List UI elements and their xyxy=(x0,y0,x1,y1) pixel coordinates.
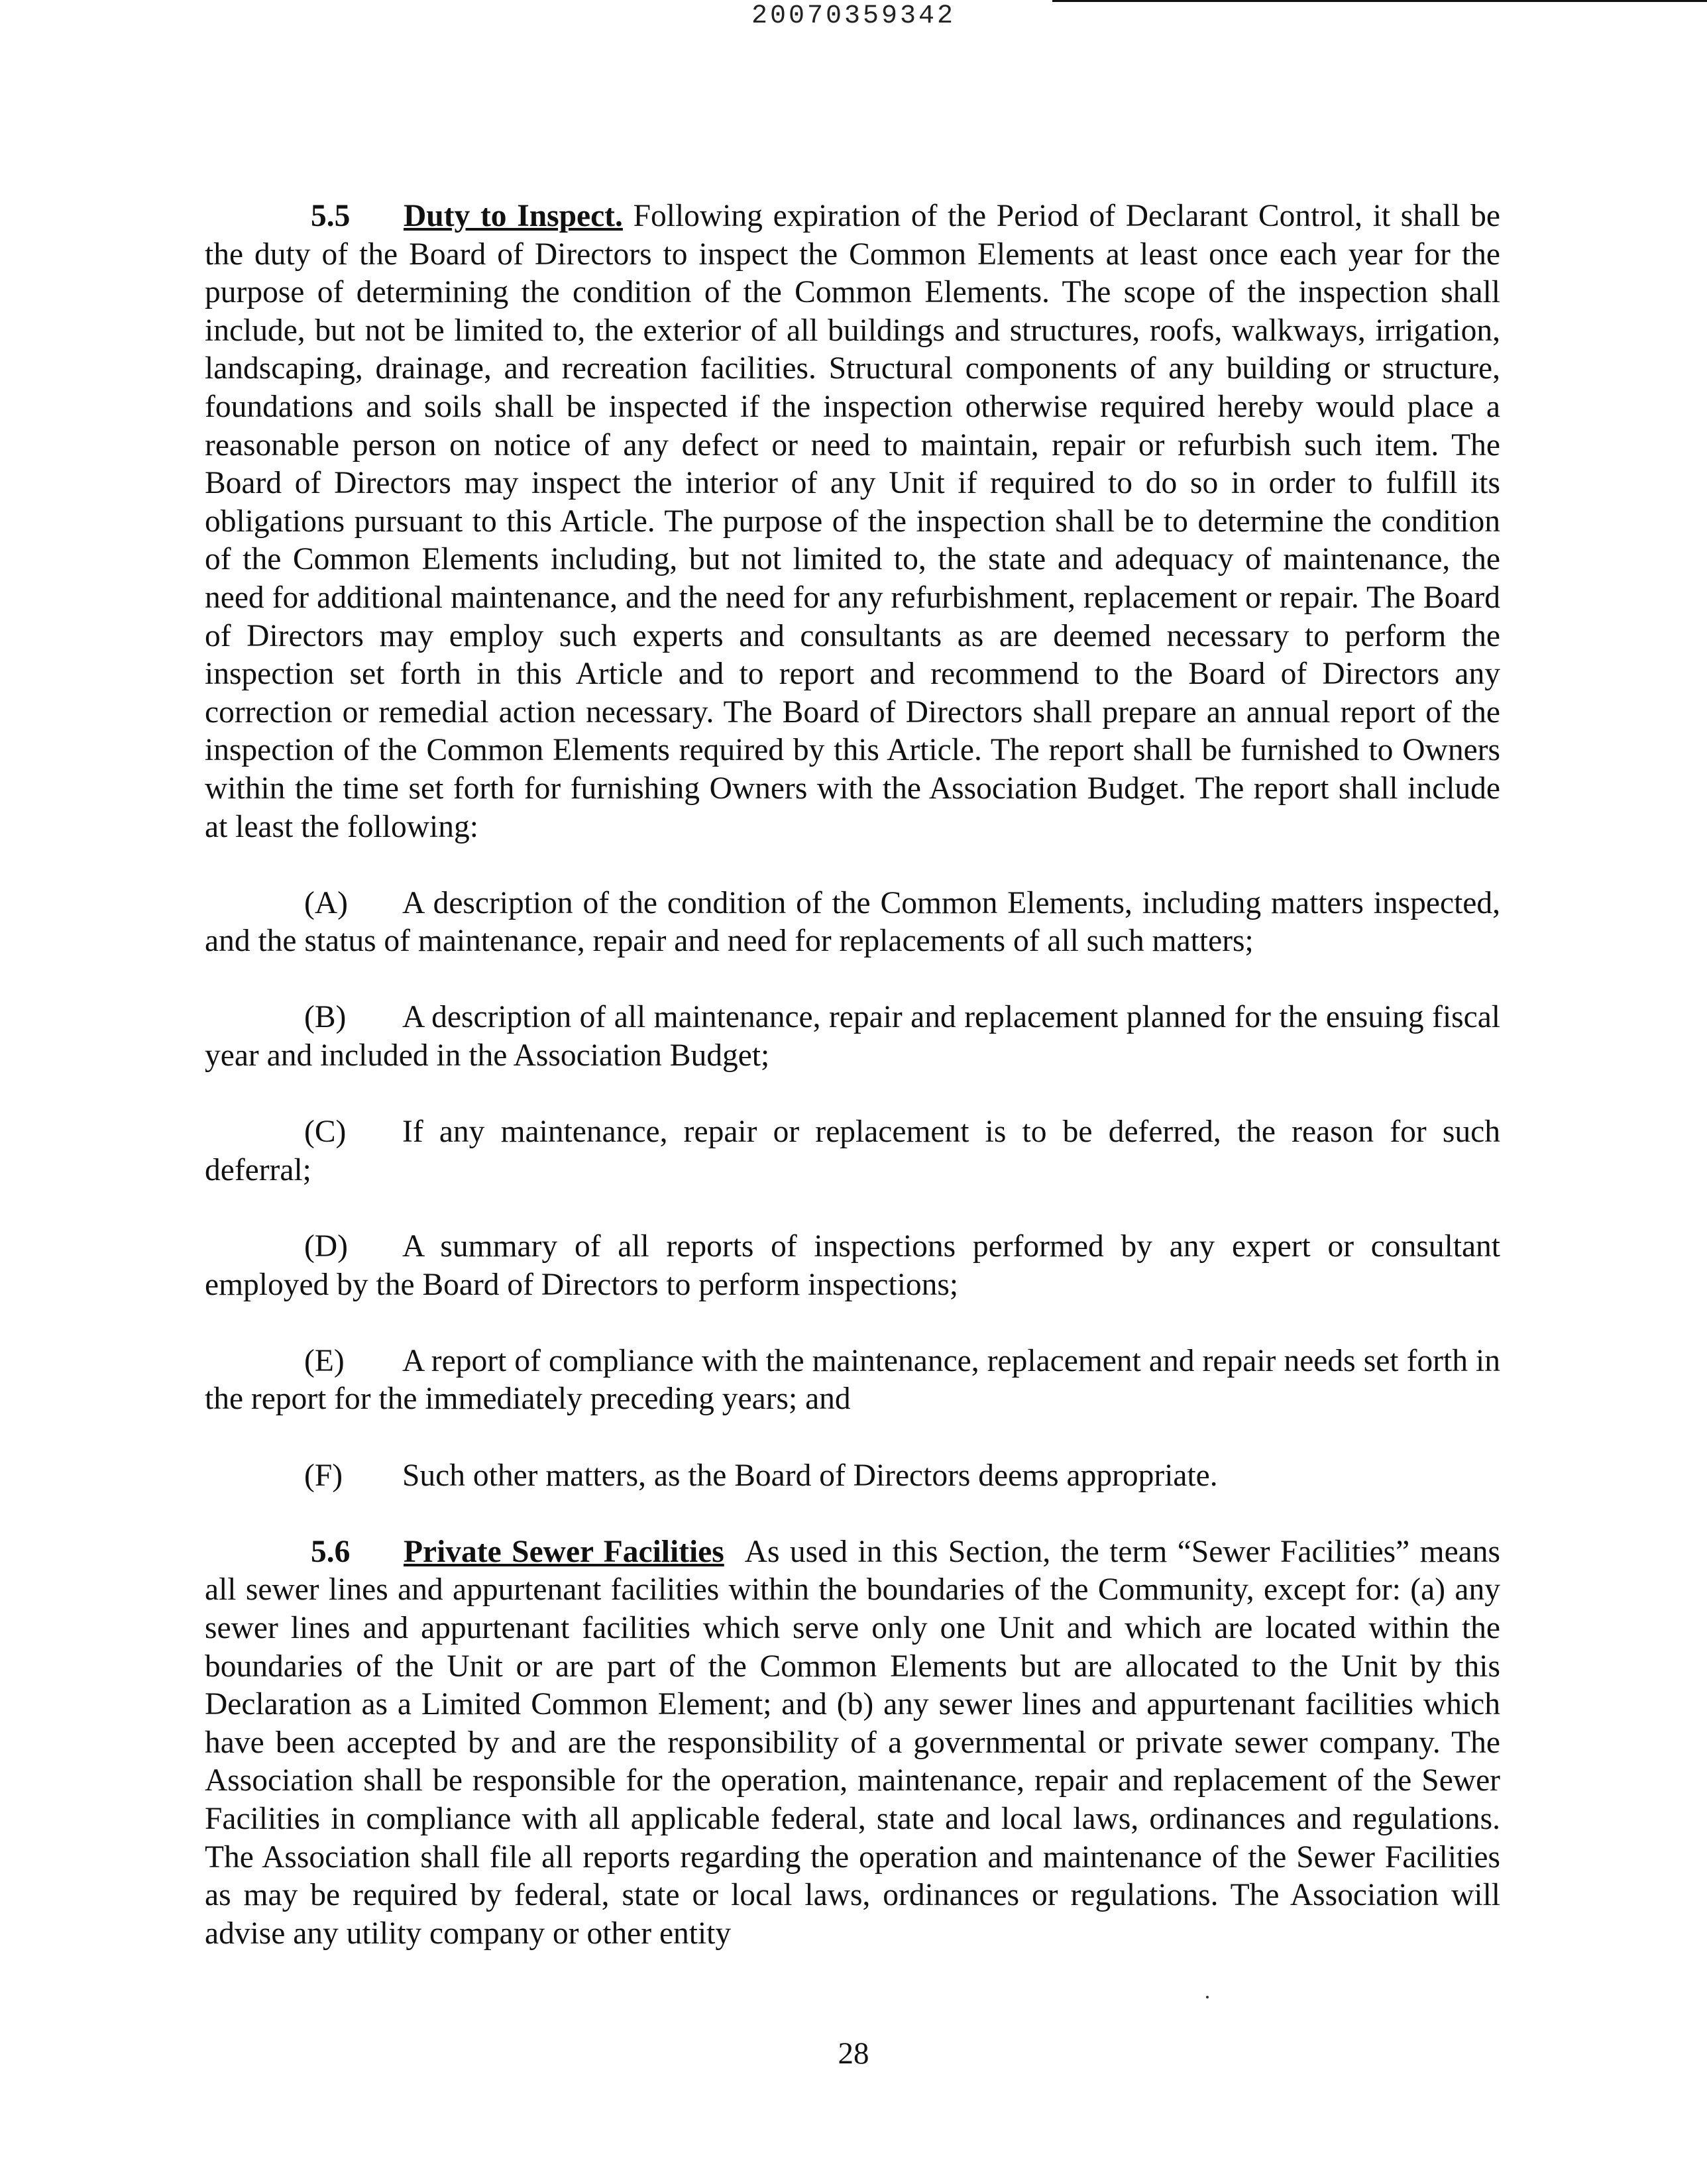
list-item-text: Such other matters, as the Board of Directors deems appropriate. xyxy=(402,1458,1218,1493)
document-number: 20070359342 xyxy=(751,1,956,31)
scan-speck xyxy=(1206,1996,1209,1998)
list-item-text: A summary of all reports of inspections performed by any expert or consultant employed by the Board of Directors to perform inspections; xyxy=(205,1229,1500,1302)
page-number: 28 xyxy=(838,2036,869,2071)
section-5-6-title: Private Sewer Facilities xyxy=(404,1534,724,1569)
section-5-5-body: Following expiration of the Period of Declarant Control, it shall be the duty of the Board of Directors to inspect the Common Elements at least once each year for the purpose of determining the condition of the Common Elements. The scope of the inspection shall include, but not be limited to, the exterior of all buildings and structures, roofs, walkways, irrigation, landscaping, drainage, and recreation facilities. Structural components of any building or structure, foundations and soils shall be inspected if the inspection otherwise required hereby would place a reasonable person on notice of any defect or need to maintain, repair or refurbish such item. The Board of Directors may inspect the interior of any Unit if required to do so in order to fulfill its obligations pursuant to this Article. The purpose of the inspection shall be to determine the condition of the Common Elements including, but not limited to, the state and adequacy of maintenance, the need for additional maintenance, and the need for any refurbishment, replacement or repair. The Board of Directors may employ such experts and consultants as are deemed necessary to perform the inspection set forth in this Article and to report and recommend to the Board of Directors any correction or remedial action necessary. The Board of Directors shall prepare an annual report of the inspection of the Common Elements required by this Article. The report shall be furnished to Owners within the time set forth for furnishing Owners with the Association Budget. The report shall include at least the following: xyxy=(205,199,1501,844)
list-item-a xyxy=(205,885,1500,961)
list-item-e xyxy=(205,1342,1500,1419)
section-5-5-title: Duty to Inspect. xyxy=(404,199,623,233)
list-item-f xyxy=(205,1457,1500,1496)
list-item-letter: (F) xyxy=(304,1458,343,1493)
page-content xyxy=(205,197,1500,1953)
section-5-6-body: As used in this Section, the term “Sewer Facilities” means all sewer lines and appurtenant facilities within the boundaries of the Community, except for: (a) any sewer lines and appurtenant facilities which serve only one Unit and which are located within the boundaries of the Unit or are part of the Common Elements but are allocated to the Unit by this Declaration as a Limited Common Element; and (b) any sewer lines and appurtenant facilities which have been accepted by and are the responsibility of a governmental or private sewer company. The Association shall be responsible for the operation, maintenance, repair and replacement of the Sewer Facilities in compliance with all applicable federal, state and local laws, ordinances and regulations. The Association shall file all reports regarding the operation and maintenance of the Sewer Facilities as may be required by federal, state or local laws, ordinances or regulations. The Association will advise any utility company or other entity xyxy=(205,1534,1501,1951)
list-item-letter: (C) xyxy=(304,1115,347,1150)
list-item-letter: (B) xyxy=(304,1000,347,1035)
list-item-b xyxy=(205,999,1500,1075)
section-5-5-number: 5.5 xyxy=(311,199,351,233)
list-item-text: A report of compliance with the maintenance, replacement and repair needs set forth in the report for the immediately preceding years; and xyxy=(205,1343,1500,1417)
section-5-6-number: 5.6 xyxy=(311,1534,351,1569)
section-5-6 xyxy=(205,1533,1500,1953)
list-item-c xyxy=(205,1113,1500,1189)
list-item-text: If any maintenance, repair or replacement is to be deferred, the reason for such deferral; xyxy=(205,1115,1500,1187)
list-item-d xyxy=(205,1228,1500,1304)
list-item-text: A description of the condition of the Common Elements, including matters inspected, and the status of maintenance, repair and need for replacements of all such matters; xyxy=(205,885,1500,959)
list-item-text: A description of all maintenance, repair and replacement planned for the ensuing fiscal year and included in the Association Budget; xyxy=(205,1000,1500,1073)
list-item-letter: (E) xyxy=(304,1343,345,1378)
list-item-letter: (D) xyxy=(304,1229,348,1264)
header-rule xyxy=(1052,0,1707,2)
list-item-letter: (A) xyxy=(304,885,348,920)
section-5-5 xyxy=(205,197,1500,846)
